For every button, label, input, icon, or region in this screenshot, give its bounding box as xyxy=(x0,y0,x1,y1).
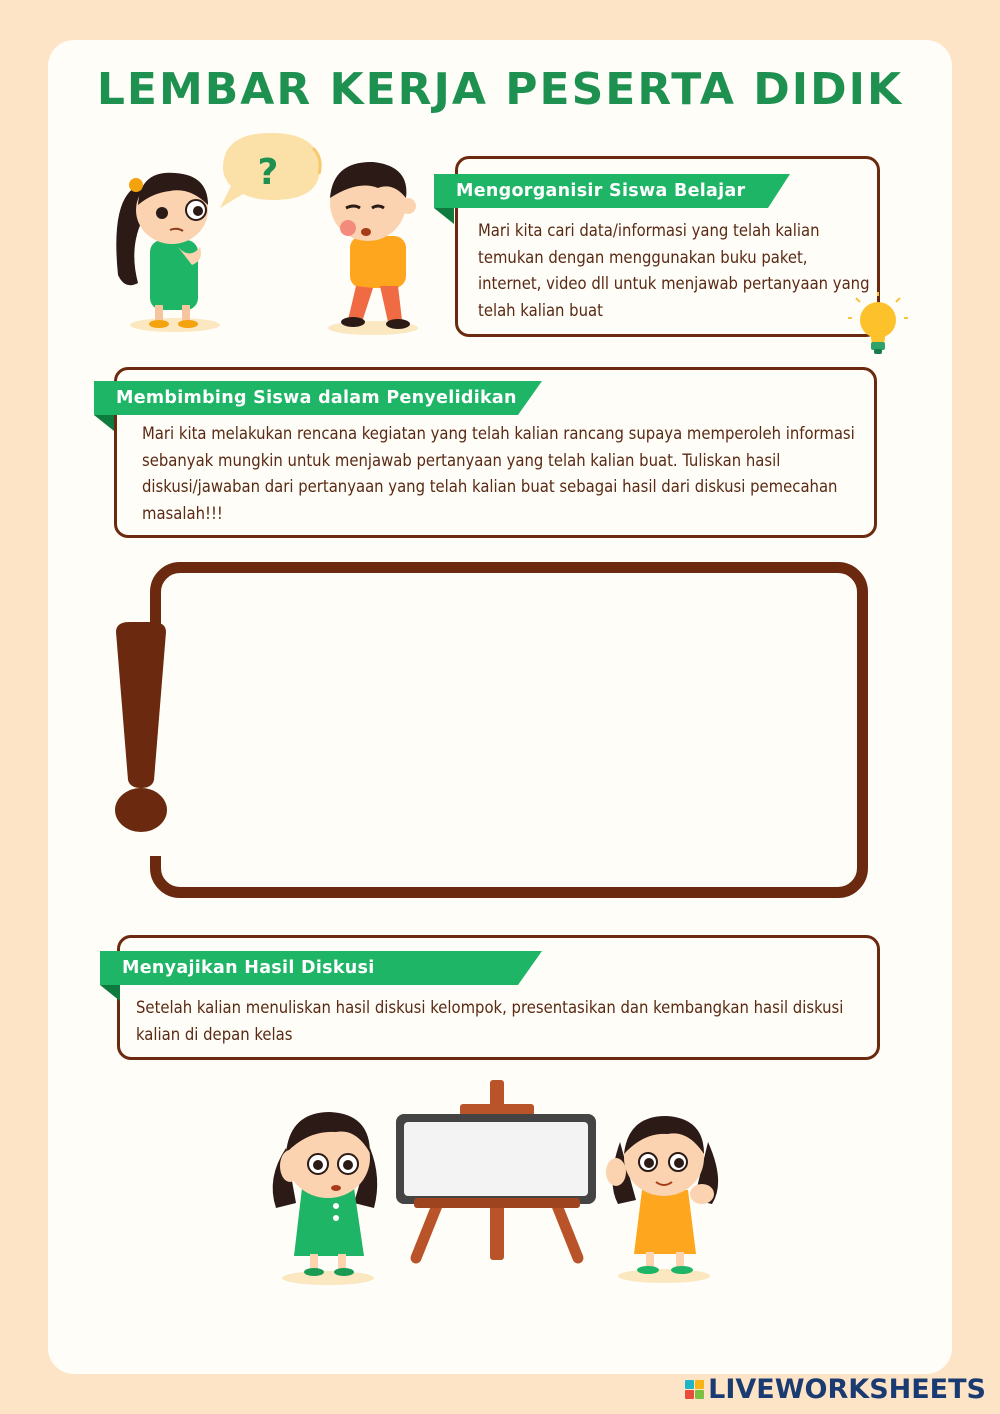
question-mark: ? xyxy=(257,152,279,193)
exclamation-icon xyxy=(110,620,172,836)
liveworksheets-logo-text: LIVEWORKSHEETS xyxy=(708,1373,986,1405)
liveworksheets-logo-icon xyxy=(685,1380,704,1399)
answer-area[interactable] xyxy=(150,562,868,898)
ribbon-fold xyxy=(100,985,118,1001)
section-guide-ribbon xyxy=(94,381,542,415)
girl-yellow-icon xyxy=(602,1112,730,1284)
section-organize-text: Mari kita cari data/informasi yang telah kalian temukan dengan menggunakan buku paket, internet, video dll untuk menjawab pertanyaan yang telah kalian buat xyxy=(478,221,870,320)
thinking-girl-icon xyxy=(100,165,230,335)
lightbulb-icon xyxy=(848,292,910,358)
page-title: LEMBAR KERJA PESERTA DIDIK xyxy=(96,64,904,115)
easel-board-icon xyxy=(394,1078,600,1264)
girl-green-icon xyxy=(266,1108,382,1286)
section-organize-ribbon xyxy=(434,174,790,208)
section-present-ribbon xyxy=(100,951,542,985)
liveworksheets-logo[interactable] xyxy=(685,1374,986,1404)
section-organize-heading: Mengorganisir Siswa Belajar xyxy=(456,181,746,201)
section-guide-text: Mari kita melakukan rencana kegiatan yang telah kalian rancang supaya memperoleh informasi sebanyak mungkin untuk menjawab pertanyaan yang telah kalian buat. Tuliskan hasil diskusi/jawaban dari pertanyaan yang telah kalian buat sebagai hasil dari diskusi pemecahan masalah!!! xyxy=(142,424,855,523)
boy-icon xyxy=(318,158,423,336)
ribbon-fold xyxy=(94,415,112,431)
ribbon-fold xyxy=(434,208,452,224)
section-present-heading: Menyajikan Hasil Diskusi xyxy=(122,958,375,978)
section-present-text: Setelah kalian menuliskan hasil diskusi kelompok, presentasikan dan kembangkan hasil diskusi kalian di depan kelas xyxy=(136,998,844,1044)
section-guide-heading: Membimbing Siswa dalam Penyelidikan xyxy=(116,388,517,408)
